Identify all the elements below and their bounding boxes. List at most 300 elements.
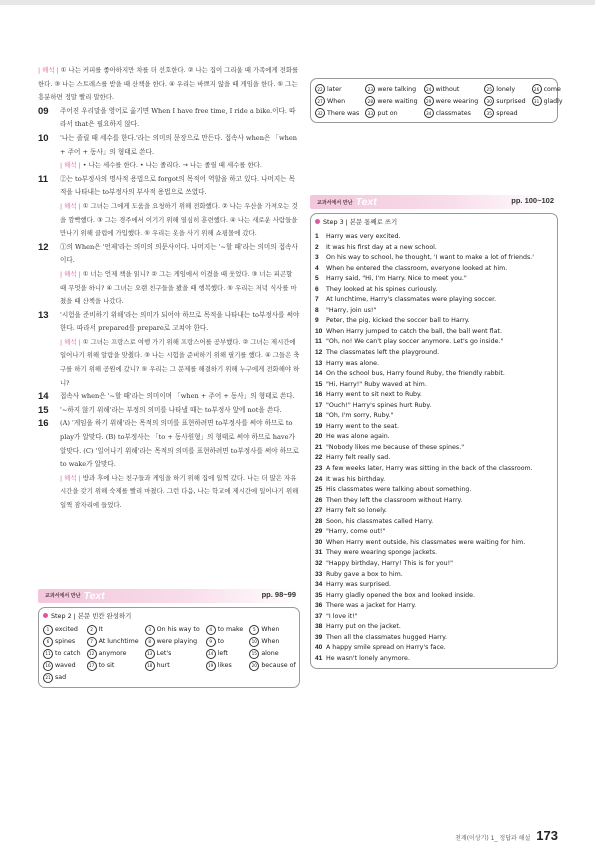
blank-number: 33 — [365, 108, 375, 118]
item-body — [60, 309, 300, 391]
answer-item — [38, 173, 300, 241]
blank-number: 25 — [484, 84, 494, 94]
line-number: 14 — [315, 370, 323, 378]
blank-word: waved — [55, 662, 76, 670]
item-body — [60, 173, 300, 241]
blank-number: 35 — [484, 108, 494, 118]
answer-item — [38, 241, 300, 309]
line-number: 21 — [315, 443, 323, 451]
blank-answer — [145, 625, 200, 635]
blank-word: It — [98, 626, 103, 634]
answer-line — [315, 538, 553, 549]
blank-answer — [145, 661, 200, 671]
step2-header — [39, 608, 299, 620]
line-number: 12 — [315, 349, 323, 357]
line-text: "Hi, Harry!" Ruby waved at him. — [326, 380, 427, 388]
blank-word: were talking — [377, 85, 417, 93]
translation-tag: | 해석 | — [60, 473, 81, 482]
blank-number: 4 — [206, 625, 216, 635]
item-body — [60, 241, 300, 309]
line-number: 8 — [315, 306, 319, 314]
line-text: It was his birthday. — [326, 475, 386, 483]
blank-word: later — [327, 85, 342, 93]
blank-number: 20 — [249, 661, 259, 671]
answer-line — [315, 348, 553, 359]
item-number: 13 — [38, 309, 49, 321]
line-text: "Oh, no! We can't play soccer anymore. Let's go inside." — [326, 338, 504, 346]
blank-answer — [315, 96, 359, 106]
answer-line — [315, 622, 553, 633]
line-number: 38 — [315, 623, 323, 631]
answer-line — [315, 253, 553, 264]
item-text: 접속사 when은 '~할 때'라는 의미이며 「when + 주어 + 동사」의 형태로 쓴다. — [60, 392, 295, 401]
item-body — [60, 417, 300, 512]
blank-number: 23 — [365, 84, 375, 94]
answer-item — [38, 404, 300, 418]
blank-word: classmates — [435, 109, 471, 117]
left-column — [38, 64, 300, 688]
blank-word: At lunchtime — [98, 638, 139, 646]
answer-line — [315, 485, 553, 496]
line-text: Harry was alone. — [326, 359, 380, 367]
answer-line — [315, 527, 553, 538]
line-number: 29 — [315, 528, 323, 536]
top-rule — [0, 0, 595, 5]
answer-line — [315, 506, 553, 517]
blank-number: 30 — [484, 96, 494, 106]
line-text: When Harry went outside, his classmates were waiting for him. — [326, 538, 526, 546]
answer-item — [38, 390, 300, 404]
line-number: 17 — [315, 401, 323, 409]
blank-number: 1 — [43, 625, 53, 635]
line-number: 10 — [315, 327, 323, 335]
text-banner-left — [38, 589, 300, 603]
blank-word: Let's — [156, 650, 172, 658]
blank-number: 13 — [145, 649, 155, 659]
line-text: At lunchtime, Harry's classmates were playing soccer. — [326, 296, 497, 304]
blank-answer — [424, 108, 479, 118]
answer-line — [315, 475, 553, 486]
answer-line — [315, 559, 553, 570]
blank-word: without — [435, 85, 460, 93]
blank-word: left — [217, 650, 228, 658]
answer-line — [315, 432, 553, 443]
line-text: Harry felt so lonely. — [326, 507, 387, 515]
step2-section — [38, 589, 300, 688]
blank-word: to make — [217, 626, 244, 634]
answer-line — [315, 643, 553, 654]
answer-line — [315, 570, 553, 581]
translation-text: • 나는 세수를 한다. • 나는 졸리다. → 나는 졸릴 때 세수를 한다. — [82, 161, 262, 170]
answer-line — [315, 316, 553, 327]
step3-answer-list — [311, 226, 557, 668]
line-number: 4 — [315, 264, 319, 272]
line-number: 27 — [315, 507, 323, 515]
line-number: 15 — [315, 380, 323, 388]
blank-answer — [424, 96, 479, 106]
blank-answer — [206, 649, 244, 659]
blank-number: 22 — [315, 84, 325, 94]
line-number: 39 — [315, 633, 323, 641]
blank-number: 7 — [87, 637, 97, 647]
banner-pages: pp. 100~102 — [511, 196, 554, 205]
blank-word: were waiting — [377, 97, 418, 105]
answer-item — [38, 105, 300, 132]
item-text: '나는 졸릴 때 세수를 한다.'라는 의미의 문장으로 만든다. 접속사 when은 「when + 주어 + 동사」의 형태로 쓴다. — [60, 133, 298, 156]
line-text: A happy smile spread on Harry's face. — [326, 644, 446, 652]
blank-word: to sit — [98, 662, 115, 670]
step3-section — [310, 195, 558, 669]
blank-answer — [365, 84, 417, 94]
blank-number: 3 — [145, 625, 155, 635]
line-text: There was a jacket for Harry. — [326, 602, 417, 610]
blank-number: 2 — [87, 625, 97, 635]
line-text: Harry put on the jacket. — [326, 623, 401, 631]
blank-number: 15 — [249, 649, 259, 659]
blank-answer — [249, 649, 295, 659]
blank-word: On his way to — [156, 626, 200, 634]
top-explanation — [38, 64, 300, 105]
answer-line — [315, 654, 553, 665]
blank-number: 6 — [43, 637, 53, 647]
line-text: Ruby gave a box to him. — [326, 570, 403, 578]
blank-answer — [206, 637, 244, 647]
line-number: 26 — [315, 496, 323, 504]
blank-word: because of — [261, 662, 296, 670]
blank-word: spread — [496, 109, 518, 117]
answer-line — [315, 548, 553, 559]
line-number: 37 — [315, 612, 323, 620]
answer-item — [38, 417, 300, 512]
blank-number: 14 — [206, 649, 216, 659]
blank-answer — [145, 637, 200, 647]
blank-number: 16 — [43, 661, 53, 671]
blank-number: 24 — [424, 84, 434, 94]
answer-line — [315, 306, 553, 317]
answer-line — [315, 337, 553, 348]
line-text: He was alone again. — [326, 433, 390, 441]
item-number: 15 — [38, 404, 49, 416]
blank-answer — [43, 625, 81, 635]
translation-text: ① 너는 언제 책을 읽니? ② 그는 게임에서 이겼을 때 웃었다. ③ 너는 피곤할 때 무엇을 하니? ④ 그녀는 오랜 친구들을 봤을 때 행복했다. ⑤ 우리는 저녁 식사를 마쳤을 때 산책을 나갔다. — [60, 269, 297, 306]
line-text: Soon, his classmates called Harry. — [326, 517, 434, 525]
banner-word: Text — [83, 589, 105, 602]
blank-answer — [249, 661, 295, 671]
line-number: 18 — [315, 412, 323, 420]
blank-word: gladly — [543, 97, 563, 105]
line-text: His classmates were talking about something. — [326, 486, 472, 494]
blank-word: spines — [55, 638, 76, 646]
item-number: 16 — [38, 418, 49, 430]
blank-number: 21 — [43, 673, 53, 683]
item-number: 11 — [38, 173, 49, 185]
line-number: 7 — [315, 296, 319, 304]
line-number: 23 — [315, 465, 323, 473]
item-translation — [60, 268, 300, 309]
blank-answer — [87, 661, 139, 671]
answer-line — [315, 274, 553, 285]
line-number: 41 — [315, 654, 323, 662]
line-number: 5 — [315, 275, 319, 283]
page-number: 173 — [536, 828, 558, 843]
blank-word: to catch — [55, 650, 81, 658]
blank-answer — [532, 84, 563, 94]
line-number: 19 — [315, 422, 323, 430]
answer-items — [38, 105, 300, 513]
answer-line — [315, 517, 553, 528]
answer-line — [315, 580, 553, 591]
line-text: On his way to school, he thought, 'I want to make a lot of friends.' — [326, 254, 534, 262]
translation-tag: | 해석 | — [60, 201, 81, 210]
blank-answer — [249, 625, 295, 635]
item-translation — [60, 200, 300, 241]
blank-number: 11 — [43, 649, 53, 659]
blank-word: anymore — [98, 650, 127, 658]
line-text: They looked at his spines curiously. — [326, 285, 438, 293]
answer-item — [38, 132, 300, 173]
item-translation — [60, 159, 300, 173]
blank-answer — [206, 661, 244, 671]
line-text: Peter, the pig, kicked the soccer ball to Harry. — [326, 317, 470, 325]
line-number: 2 — [315, 243, 319, 251]
line-text: Harry gladly opened the box and looked inside. — [326, 591, 476, 599]
step2-word-grid — [39, 620, 299, 687]
line-text: "Ouch!" Harry's spines hurt Ruby. — [326, 401, 432, 409]
step2-label: Step 2 | 본문 빈칸 완성하기 — [51, 611, 132, 620]
line-number: 20 — [315, 433, 323, 441]
answer-line — [315, 369, 553, 380]
blank-word: There was — [327, 109, 360, 117]
answer-line — [315, 422, 553, 433]
line-text: Then all the classmates hugged Harry. — [326, 633, 447, 641]
blank-word: sad — [55, 674, 67, 682]
line-number: 9 — [315, 317, 319, 325]
blank-word: lonely — [496, 85, 516, 93]
blank-answer — [532, 96, 563, 106]
banner-word: Text — [355, 196, 377, 208]
answer-line — [315, 453, 553, 464]
blank-word: come — [543, 85, 561, 93]
blank-number: 32 — [315, 108, 325, 118]
translation-text: ① 그녀는 그에게 도움을 요청하기 위해 전화했다. ② 나는 우산을 가져오는 것을 깜빡했다. ③ 그는 경주에서 이기기 위해 열심히 훈련했다. ④ 나는 새로운 사람들을 만나기 위해 클럽에 가입했다. ⑤ 우리는 옷을 사기 위해 쇼핑몰에 갔다. — [60, 201, 298, 238]
blank-answer — [484, 96, 525, 106]
blank-number: 5 — [249, 625, 259, 635]
line-number: 24 — [315, 475, 323, 483]
blank-answer — [43, 637, 81, 647]
item-number: 10 — [38, 132, 49, 144]
blank-word: surprised — [496, 97, 526, 105]
blank-answer — [43, 673, 81, 683]
translation-tag: | 해석 | — [60, 161, 81, 170]
blank-word: were wearing — [435, 97, 479, 105]
explanation-tag: | 해석 | — [38, 66, 59, 74]
blank-word: likes — [217, 662, 232, 670]
footer-text: 천재(이상기) 1_ 정답과 해설 — [455, 835, 531, 842]
translation-tag: | 해석 | — [60, 269, 81, 278]
line-text: Harry went to sit next to Ruby. — [326, 391, 422, 399]
blank-number: 19 — [206, 661, 216, 671]
item-body — [60, 404, 300, 418]
line-number: 28 — [315, 517, 323, 525]
blank-answer — [145, 649, 200, 659]
answer-line — [315, 612, 553, 623]
blank-word: were playing — [156, 638, 198, 646]
line-text: Harry was surprised. — [326, 581, 392, 589]
item-body — [60, 105, 300, 132]
line-text: "Harry, join us!" — [326, 306, 377, 314]
line-text: On the school bus, Harry found Ruby, the friendly rabbit. — [326, 370, 505, 378]
blank-number: 34 — [424, 108, 434, 118]
blank-answer — [484, 84, 525, 94]
item-text: '~하지 않기 위해'라는 부정의 의미를 나타낼 때는 to부정사 앞에 not을 쓴다. — [60, 405, 282, 414]
step3-label: Step 3 | 본문 통째로 쓰기 — [323, 218, 398, 226]
line-text: "Harry, come out!" — [326, 528, 386, 536]
item-text: ②는 to부정사의 명사적 용법으로 forgot의 목적어 역할을 하고 있다. 나머지는 목적을 나타내는 to부정사의 부사적 용법으로 쓰였다. — [60, 174, 296, 197]
line-number: 1 — [315, 233, 319, 240]
line-text: When Harry jumped to catch the ball, the ball went flat. — [326, 327, 502, 335]
item-number: 12 — [38, 241, 49, 253]
line-text: A few weeks later, Harry was sitting in the back of the classroom. — [326, 465, 533, 473]
text-banner-right — [310, 195, 558, 209]
blank-answer — [365, 96, 417, 106]
blank-number: 17 — [87, 661, 97, 671]
blank-answer — [43, 649, 81, 659]
line-text: Harry went to the seat. — [326, 422, 400, 430]
answer-line — [315, 243, 553, 254]
answer-line — [315, 359, 553, 370]
line-number: 11 — [315, 338, 322, 346]
blank-word: When — [327, 97, 346, 105]
answer-line — [315, 390, 553, 401]
banner-brand: 교과서에서 만난 — [317, 199, 353, 206]
blank-number: 28 — [365, 96, 375, 106]
line-text: It was his first day at a new school. — [326, 243, 437, 251]
step-dot-icon — [315, 219, 320, 224]
line-text: Then they left the classroom without Harry. — [326, 496, 463, 504]
line-text: Harry was very excited. — [326, 233, 401, 240]
translation-tag: | 해석 | — [60, 337, 81, 346]
line-number: 36 — [315, 602, 323, 610]
line-text: Harry felt really sad. — [326, 454, 391, 462]
blank-number: 8 — [145, 637, 155, 647]
line-number: 22 — [315, 454, 323, 462]
answer-line — [315, 380, 553, 391]
answer-line — [315, 443, 553, 454]
blank-number: 10 — [249, 637, 259, 647]
blank-word: put on — [377, 109, 398, 117]
line-number: 3 — [315, 254, 319, 262]
step3-box — [310, 213, 558, 669]
blank-answer — [87, 625, 139, 635]
line-number: 35 — [315, 591, 323, 599]
line-number: 34 — [315, 581, 323, 589]
line-text: The classmates left the playground. — [326, 349, 440, 357]
line-text: "Nobody likes me because of these spines." — [326, 443, 465, 451]
line-number: 32 — [315, 559, 323, 567]
answer-line — [315, 285, 553, 296]
item-translation — [60, 336, 300, 390]
line-number: 31 — [315, 549, 323, 557]
item-text: ①의 When은 '언제'라는 의미의 의문사이다. 나머지는 '~할 때'라는 의미의 접속사이다. — [60, 242, 298, 265]
blank-number: 29 — [424, 96, 434, 106]
answer-item — [38, 309, 300, 391]
line-text: "Happy birthday, Harry! This is for you!" — [326, 559, 454, 567]
blank-number: 18 — [145, 661, 155, 671]
blank-number: 9 — [206, 637, 216, 647]
blank-answer — [315, 84, 359, 94]
blank-word: alone — [261, 650, 279, 658]
line-number: 30 — [315, 538, 323, 546]
answer-line — [315, 295, 553, 306]
answer-line — [315, 411, 553, 422]
explanation-text: ① 나는 커피를 좋아하지만 차를 더 선호한다. ② 나는 집이 그리울 때 가족에게 전화를 한다. ③ 나는 스트레스를 받을 때 산책을 한다. ④ 우리는 바쁘지 않을 때 게임을 한다. ⑤ 그는 흥분하면 정말 빨리 말한다. — [38, 66, 299, 102]
blank-answer — [87, 637, 139, 647]
page-footer — [455, 828, 558, 843]
blank-answer — [424, 84, 479, 94]
answer-line — [315, 496, 553, 507]
blank-word: hurt — [156, 662, 170, 670]
item-text: 주어진 우리말을 영어로 옮기면 When I have free time, I ride a bike.이다. 따라서 that은 필요하지 않다. — [60, 106, 296, 129]
line-number: 16 — [315, 391, 323, 399]
item-text: '시험을 준비하기 위해'라는 의미가 되어야 하므로 목적을 나타내는 to부정사를 써야 한다. 따라서 prepared를 prepare로 고쳐야 한다. — [60, 310, 300, 333]
answer-line — [315, 327, 553, 338]
answer-line — [315, 401, 553, 412]
blank-answer — [206, 625, 244, 635]
answer-line — [315, 633, 553, 644]
line-number: 25 — [315, 486, 323, 494]
line-number: 40 — [315, 644, 323, 652]
line-text: He wasn't lonely anymore. — [326, 654, 410, 662]
line-text: "Oh, I'm sorry, Ruby." — [326, 412, 394, 420]
answer-line — [315, 264, 553, 275]
line-text: Harry said, "Hi, I'm Harry. Nice to meet you." — [326, 275, 467, 283]
step3-header — [311, 214, 557, 226]
item-body — [60, 390, 300, 404]
item-number: 14 — [38, 391, 49, 403]
line-number: 33 — [315, 570, 323, 578]
item-number: 09 — [38, 105, 49, 117]
step-dot-icon — [43, 613, 48, 618]
translation-text: 방과 후에 나는 친구들과 게임을 하기 위해 집에 일찍 갔다. 나는 더 많은 자유 시간을 갖기 위해 숙제를 빨리 마쳤다. 그런 다음, 나는 학교에 제시간에 일어나기 위해 일찍 잠자리에 들었다. — [60, 473, 299, 509]
item-text: (A) '게임을 하기 위해'라는 목적의 의미를 표현하려면 to부정사를 써야 하므로 to play가 알맞다. (B) to부정사는 「to + 동사원형」의 형태로 써야 하므로 have가 알맞다. (C) '일어나기 위해'라는 목적의 의미를 표현하려면 to부정사를 써야 하므로 to wake가 알맞다. — [60, 419, 299, 469]
blank-number: 31 — [532, 96, 542, 106]
blank-answer — [484, 108, 525, 118]
step2-word-grid-continued — [311, 79, 563, 122]
blank-word: When — [261, 638, 280, 646]
blank-word: to — [217, 638, 225, 646]
blank-word: When — [261, 626, 280, 634]
line-number: 13 — [315, 359, 323, 367]
item-body — [60, 132, 300, 173]
blank-answer — [365, 108, 417, 118]
answer-line — [315, 232, 553, 243]
right-column — [310, 64, 563, 669]
blank-word: excited — [55, 626, 78, 634]
banner-brand: 교과서에서 만난 — [45, 593, 81, 600]
banner-pages: pp. 98~99 — [261, 589, 296, 599]
line-text: They were wearing sponge jackets. — [326, 549, 438, 557]
translation-text: ① 그녀는 프랑스로 여행 가기 위해 프랑스어를 공부했다. ② 그녀는 제시간에 일어나기 위해 알람을 맞췄다. ③ 나는 시험을 준비하기 위해 필기를 했다. ④ 그들은 축구를 하기 위해 공원에 갔니? ⑤ 우리는 그 문제를 해결하기 위해 누구에게 전화해야 하니? — [60, 337, 300, 387]
blank-number: 26 — [532, 84, 542, 94]
blank-answer — [315, 108, 359, 118]
blank-answer — [43, 661, 81, 671]
answer-line — [315, 464, 553, 475]
blank-number: 27 — [315, 96, 325, 106]
blank-number: 12 — [87, 649, 97, 659]
answer-line — [315, 591, 553, 602]
line-text: When he entered the classroom, everyone looked at him. — [326, 264, 508, 272]
step2-continued-box — [310, 78, 563, 123]
